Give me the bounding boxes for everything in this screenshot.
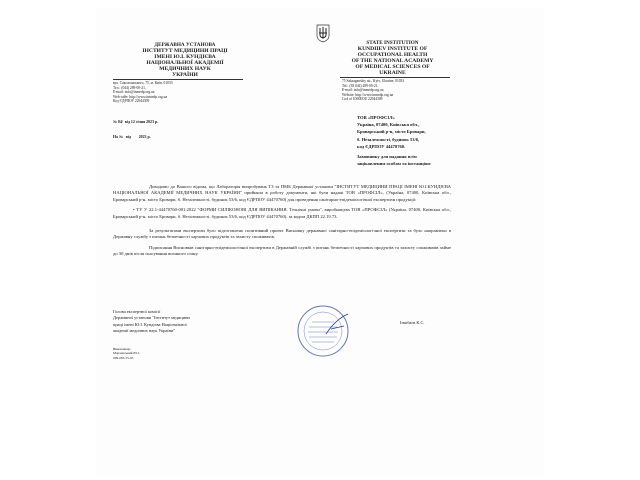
contact-line: E-mail: info@inmedp.org.ua [342,88,384,93]
executor-name: Марченський Ю.І. [113,351,140,356]
header-right-name-line: OF THE NATIONAL ACADEMY [351,58,434,64]
addressee-line: ТОВ «ПРОФСІЛ» [357,115,395,120]
header-left-contacts [113,81,173,104]
contact-line: Tel.: (38 044) 289-00-21, [342,83,379,88]
addressee-line: код ЄДРПОУ 44470760. [357,143,406,149]
addressee-line: б. Незалежності, будинок 53/6, [357,136,420,142]
signature-position-line: Державної установи "Інститут медицини [113,315,190,321]
executor-phone: 099-063-35-05 [113,355,134,360]
addressee-note-line: Замовнику для надання всім [357,154,417,160]
header-left-name-line: ІМЕНІ Ю.І. КУНДІЄВА [154,54,216,60]
header-right-contacts [342,79,404,102]
addressee-note-line: зацікавленим особам та інстанціям [357,161,431,167]
header-left [135,42,235,78]
body-paragraph-2: За результатами експертизи було підготовлено позитивний проект Висновку державної санітарно-епідеміологічної експертизи та було направлено в Державну службу з питань безпечності харчових продуктів та захисту споживачів. [113,228,451,240]
contact-line: Тел.: (044) 289-00-21, [113,85,146,90]
header-left-name-line: МЕДИЧНИХ НАУК [159,66,211,72]
addressee-line: Україна, 07400, Київська обл., [357,122,420,128]
header-right [340,40,445,76]
letter-body [113,184,451,258]
header-right-title: STATE INSTITUTION [366,40,419,46]
addressee-block [357,114,431,167]
addressee-line: Броварський р-н, місто Бровари, [357,129,426,135]
contact-line: вул. Саксаганського, 75, м. Київ, 01033 [113,81,173,85]
trident-emblem-icon [316,24,330,43]
header-left-name-line: НАЦІОНАЛЬНОЇ АКАДЕМІЇ [146,60,224,66]
reference-outgoing: № 04/ від 12 січня 2023 р. [113,120,158,124]
header-right-name-line: OF MEDICAL SCIENCES OF [355,64,430,70]
header-left-name-line: ІНСТИТУТ МЕДИЦИНИ ПРАЦІ [142,48,228,54]
signature-position-line: академії медичних наук України" [113,328,176,334]
signature-position [113,309,190,335]
executor-block [113,347,140,360]
header-left-divider [113,79,243,80]
official-stamp-icon [296,304,352,358]
header-left-name-line: УКРАЇНИ [172,72,198,78]
header-left-title: ДЕРЖАВНА УСТАНОВА [154,42,216,48]
body-bullet-item: • ТУ У 22.1-44470760-001:2022 "ФОРМИ СИЛІКОНОВІ ДЛЯ ВИПІКАННЯ. Технічні умови", виробництва ТОВ «ПРОФСІЛ» (Україна, 07400, Київська обл., Броварський р-н, місто Бровари, б. Незалежності, будинок 53/6, код ЄДРПОУ 44470760), за кодом ДКПП 22.19.73. [113,207,451,219]
contact-line: Cod of USREOU 22944309 [342,97,383,102]
header-right-name-line: OCCUPATIONAL HEALTH [357,52,428,58]
header-right-name-line: UKRAINE [379,70,406,76]
body-paragraph-1: Доводимо до Вашого відома, що Лабораторія випробувань ТЗ та ПМБ Державної установи "ІНСТИТУТ МЕДИЦИНИ ПРАЦІ ІМЕНІ Ю.І.КУНДІЄВА НАЦІОНАЛЬНОЇ АКАДЕМІЇ МЕДИЧНИХ НАУК УКРАЇНИ" прийняла в роботу документи, які були надані ТОВ «ПРОФСІЛ», (Україна, 07400, Київська обл., Броварський р-н, місто Бровари, б. Незалежності, будинок 53/6, код ЄДРПОУ 44470760) для проведення санітарно-епідеміологічної експертизи продукції: [113,184,451,202]
header-right-name-line: KUNDIIEV INSTITUTE OF [357,46,428,52]
contact-line: Web-сайт: http://www.inmedp.org.ua [113,94,168,99]
contact-line: E-mail: info@inmedp.org.ua [113,90,155,95]
header-right-divider [340,77,450,78]
signature-position-line: Голова експертної комісії [113,309,161,314]
reference-incoming: На № від 2023 р. [113,135,151,139]
executor-label: Виконавець: [113,347,131,351]
body-paragraph-3: Підписання Висновків санітарно-епідеміологічної експертизи в Державній службі з питань безпечності харчових продуктів та захисту споживачів займе до 30 днів після скасування воєнного стану. [113,244,451,257]
signatory-name: Іншбаєв К.С. [400,320,425,325]
contact-line: 75 Saksaganskiy str., Kyiv, Ukraine, 01033 [342,79,405,83]
signature-position-line: праці імені Ю.І. Кундієва Національної [113,321,187,327]
reference-block [113,110,158,145]
contact-line: Код ЄДРПОУ 22944309 [113,99,150,104]
contact-line: Website: http://www.inmedp.org.ua [342,92,394,97]
